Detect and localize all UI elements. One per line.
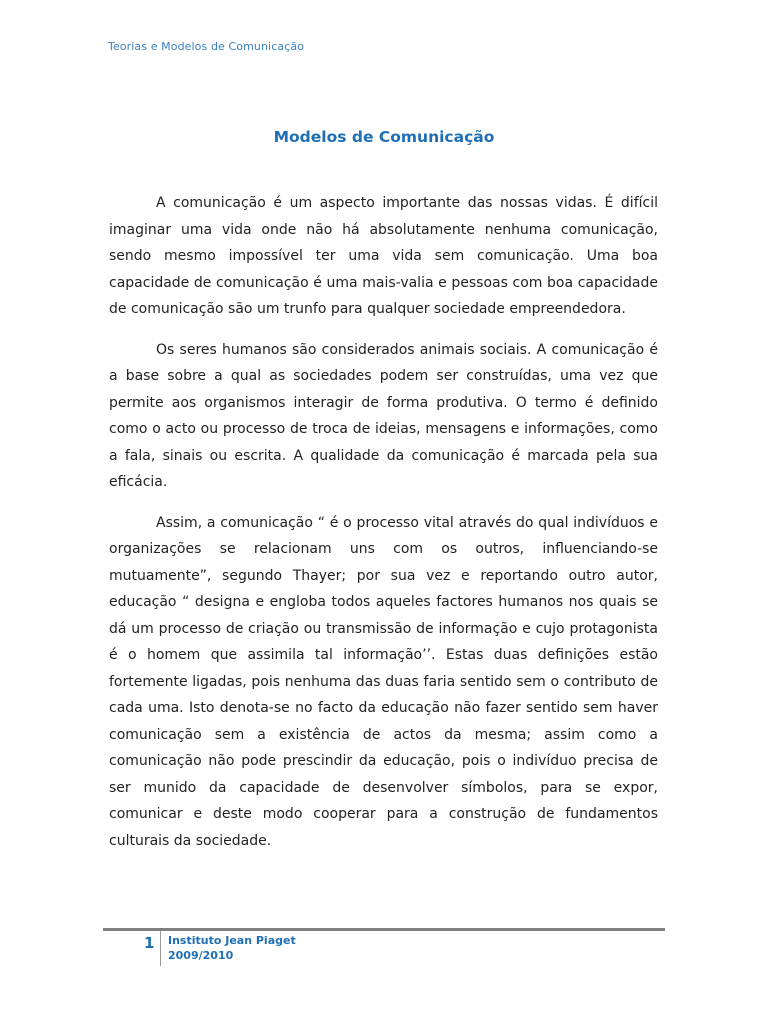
body-text <box>109 190 658 854</box>
page-title: Modelos de Comunicação <box>273 128 495 146</box>
footer-rule <box>103 928 665 931</box>
footer-divider <box>160 931 161 966</box>
footer-institution: Instituto Jean Piaget <box>168 934 296 947</box>
paragraph-2: Os seres humanos são considerados animais sociais. A comunicação é a base sobre a qual as sociedades podem ser construídas, uma vez que permite aos organismos interagir de forma produtiva. O termo é definido como o acto ou processo de troca de ideias, mensagens e informações, como a fala, sinais ou escrita. A qualidade da comunicação é marcada pela sua eficácia. <box>109 341 658 490</box>
paragraph-3: Assim, a comunicação “ é o processo vital através do qual indivíduos e organizações se relacionam uns com os outros, influenciando-se mutuamente”, segundo Thayer; por sua vez e reportando outro autor, educação “ designa e engloba todos aqueles factores humanos nos quais se dá um processo de criação ou transmissão de informação e cujo protagonista é o homem que assimila tal informação’’. Estas duas definições estão fortemente ligadas, pois nenhuma das duas faria sentido sem o contributo de cada uma. Isto denota-se no facto da educação não fazer sentido sem haver comunicação sem a existência de actos da mesma; assim como a comunicação não pode prescindir da educação, pois o indivíduo precisa de ser munido da capacidade de desenvolver símbolos, para se expor, comunicar e deste modo cooperar para a construção de fundamentos culturais da sociedade. <box>109 514 658 849</box>
page-number: 1 <box>144 934 155 952</box>
running-header: Teorias e Modelos de Comunicação <box>108 40 305 53</box>
footer-block <box>168 933 296 963</box>
paragraph-1: A comunicação é um aspecto importante das nossas vidas. É difícil imaginar uma vida onde não há absolutamente nenhuma comunicação, sendo mesmo impossível ter uma vida sem comunicação. Uma boa capacidade de comunicação é uma mais-valia e pessoas com boa capacidade de comunicação são um trunfo para qualquer sociedade empreendedora. <box>109 195 658 317</box>
footer-year: 2009/2010 <box>168 949 234 962</box>
